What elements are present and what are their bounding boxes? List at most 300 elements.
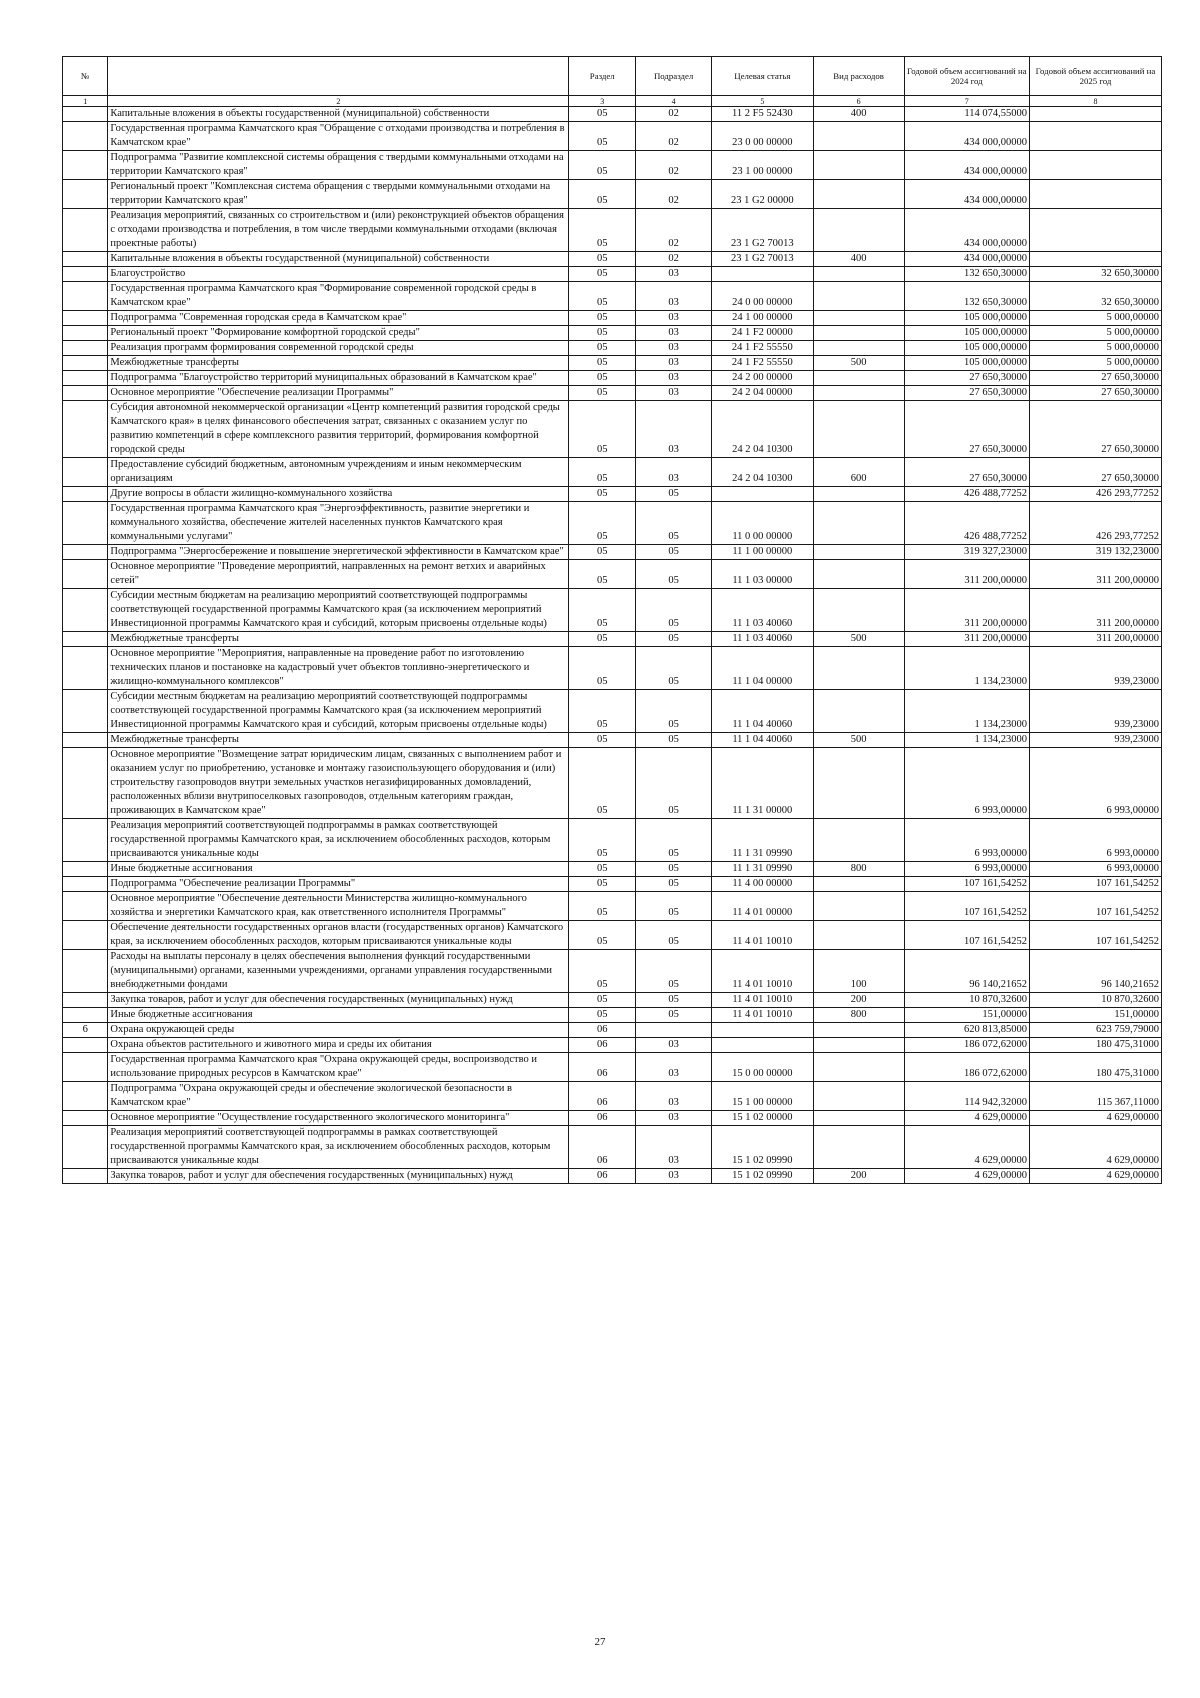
amount-2024-cell: 434 000,00000 [904,122,1029,151]
expense-type-cell [813,386,904,401]
target-article-cell [711,1038,813,1053]
expense-type-cell [813,1038,904,1053]
subsection-code-cell: 05 [636,950,712,993]
table-row [63,401,1162,458]
section-code-cell: 05 [569,252,636,267]
row-number-cell [63,311,108,326]
row-number-cell [63,1008,108,1023]
subsection-code-cell: 02 [636,180,712,209]
amount-2025-cell: 6 993,00000 [1029,819,1161,862]
amount-2025-cell [1029,151,1161,180]
row-number-cell [63,921,108,950]
header-row [63,57,1162,96]
subsection-code-cell: 03 [636,282,712,311]
target-article-cell: 23 1 G2 70013 [711,252,813,267]
table-row [63,892,1162,921]
target-article-cell: 11 1 04 40060 [711,690,813,733]
budget-sheet [62,56,1162,1184]
amount-2024-cell: 434 000,00000 [904,180,1029,209]
target-article-cell: 24 2 04 00000 [711,386,813,401]
row-number-cell [63,560,108,589]
section-code-cell: 05 [569,632,636,647]
section-code-cell: 05 [569,401,636,458]
subsection-code-cell: 03 [636,1038,712,1053]
expense-type-cell [813,1111,904,1126]
amount-2024-cell: 132 650,30000 [904,282,1029,311]
expense-type-cell [813,545,904,560]
amount-2025-cell: 5 000,00000 [1029,326,1161,341]
subsection-code-cell: 02 [636,209,712,252]
amount-2025-cell: 426 293,77252 [1029,502,1161,545]
row-number-cell [63,401,108,458]
table-row [63,819,1162,862]
subsection-code-cell: 05 [636,819,712,862]
row-number-cell [63,819,108,862]
amount-2025-cell: 4 629,00000 [1029,1126,1161,1169]
table-row [63,1082,1162,1111]
subsection-code-cell: 05 [636,589,712,632]
amount-2024-cell: 4 629,00000 [904,1111,1029,1126]
table-row [63,356,1162,371]
target-article-cell: 15 0 00 00000 [711,1053,813,1082]
table-row [63,993,1162,1008]
row-name-cell: Обеспечение деятельности государственных органов власти (государственных органов) Камчатского края, за исключением обособленных расходов, которым присваиваются уникальные коды [108,921,569,950]
amount-2025-cell: 180 475,31000 [1029,1053,1161,1082]
col-number: 3 [569,96,636,107]
amount-2025-cell: 27 650,30000 [1029,401,1161,458]
row-number-cell [63,993,108,1008]
row-number-cell [63,252,108,267]
column-number-row [63,96,1162,107]
amount-2024-cell: 620 813,85000 [904,1023,1029,1038]
amount-2024-cell: 27 650,30000 [904,458,1029,487]
row-number-cell [63,748,108,819]
amount-2025-cell: 151,00000 [1029,1008,1161,1023]
row-name-cell: Иные бюджетные ассигнования [108,1008,569,1023]
target-article-cell: 11 1 00 00000 [711,545,813,560]
table-row [63,647,1162,690]
section-code-cell: 05 [569,487,636,502]
target-article-cell: 11 4 00 00000 [711,877,813,892]
subsection-code-cell: 05 [636,690,712,733]
section-code-cell: 05 [569,560,636,589]
amount-2025-cell [1029,252,1161,267]
row-name-cell: Охрана окружающей среды [108,1023,569,1038]
subsection-code-cell: 03 [636,1111,712,1126]
expense-type-cell [813,502,904,545]
target-article-cell: 11 1 03 40060 [711,589,813,632]
subsection-code-cell [636,1023,712,1038]
row-name-cell: Субсидии местным бюджетам на реализацию мероприятий соответствующей подпрограммы соответствующей государственной программы Камчатского края (за исключением мероприятий Инвестиционной программы Камчатского края и субсидий, которым присвоены отдельные коды) [108,589,569,632]
row-name-cell: Реализация программ формирования современной городской среды [108,341,569,356]
amount-2025-cell: 939,23000 [1029,733,1161,748]
target-article-cell: 11 1 04 00000 [711,647,813,690]
row-name-cell: Подпрограмма "Современная городская среда в Камчатском крае" [108,311,569,326]
section-code-cell: 06 [569,1038,636,1053]
subsection-code-cell: 05 [636,502,712,545]
col-number: 2 [108,96,569,107]
expense-type-cell [813,589,904,632]
row-name-cell: Подпрограмма "Благоустройство территорий муниципальных образований в Камчатском крае" [108,371,569,386]
row-number-cell [63,1169,108,1184]
row-number-cell [63,122,108,151]
row-number-cell [63,356,108,371]
section-code-cell: 05 [569,993,636,1008]
row-name-cell: Межбюджетные трансферты [108,356,569,371]
row-number-cell [63,326,108,341]
expense-type-cell: 400 [813,107,904,122]
expense-type-cell [813,877,904,892]
expense-type-cell [813,921,904,950]
amount-2025-cell: 27 650,30000 [1029,458,1161,487]
row-number-cell [63,107,108,122]
table-row [63,877,1162,892]
expense-type-cell [813,748,904,819]
expense-type-cell [813,151,904,180]
expense-type-cell [813,282,904,311]
subsection-code-cell: 05 [636,487,712,502]
section-code-cell: 06 [569,1169,636,1184]
section-code-cell: 05 [569,209,636,252]
row-number-cell [63,487,108,502]
amount-2025-cell: 4 629,00000 [1029,1111,1161,1126]
expense-type-cell [813,487,904,502]
expense-type-cell: 200 [813,993,904,1008]
row-name-cell: Капитальные вложения в объекты государственной (муниципальной) собственности [108,107,569,122]
table-row [63,487,1162,502]
row-name-cell: Государственная программа Камчатского края "Формирование современной городской среды в Камчатском крае" [108,282,569,311]
table-row [63,341,1162,356]
expense-type-cell [813,209,904,252]
amount-2025-cell: 32 650,30000 [1029,282,1161,311]
section-code-cell: 05 [569,107,636,122]
section-code-cell: 05 [569,371,636,386]
row-name-cell: Другие вопросы в области жилищно-коммунального хозяйства [108,487,569,502]
target-article-cell: 23 1 G2 00000 [711,180,813,209]
row-name-cell: Предоставление субсидий бюджетным, автономным учреждениям и иным некоммерческим организациям [108,458,569,487]
subsection-code-cell: 03 [636,326,712,341]
amount-2025-cell: 107 161,54252 [1029,892,1161,921]
table-row [63,560,1162,589]
amount-2025-cell: 6 993,00000 [1029,748,1161,819]
target-article-cell: 23 1 00 00000 [711,151,813,180]
amount-2024-cell: 6 993,00000 [904,862,1029,877]
section-code-cell: 05 [569,545,636,560]
row-number-cell [63,1053,108,1082]
amount-2024-cell: 105 000,00000 [904,356,1029,371]
row-name-cell: Охрана объектов растительного и животного мира и среды их обитания [108,1038,569,1053]
expense-type-cell: 800 [813,862,904,877]
expense-type-cell [813,1082,904,1111]
subsection-code-cell: 02 [636,151,712,180]
subsection-code-cell: 05 [636,877,712,892]
target-article-cell [711,487,813,502]
expense-type-cell [813,267,904,282]
section-code-cell: 05 [569,647,636,690]
expense-type-cell [813,341,904,356]
subsection-code-cell: 05 [636,632,712,647]
target-article-cell: 11 4 01 10010 [711,993,813,1008]
amount-2025-cell: 939,23000 [1029,647,1161,690]
section-code-cell: 05 [569,877,636,892]
target-article-cell: 24 2 00 00000 [711,371,813,386]
subsection-code-cell: 03 [636,341,712,356]
table-row [63,122,1162,151]
page-number: 27 [594,1636,606,1648]
table-row [63,1126,1162,1169]
row-name-cell: Подпрограмма "Развитие комплексной системы обращения с твердыми коммунальными отходами на территории Камчатского края" [108,151,569,180]
subsection-code-cell: 03 [636,401,712,458]
amount-2024-cell: 27 650,30000 [904,371,1029,386]
row-name-cell: Благоустройство [108,267,569,282]
budget-table [62,56,1162,1184]
row-name-cell: Реализация мероприятий соответствующей подпрограммы в рамках соответствующей государственной программы Камчатского края, за исключением обособленных расходов, которым присваиваются уникальные коды [108,1126,569,1169]
target-article-cell: 24 0 00 00000 [711,282,813,311]
section-code-cell: 05 [569,748,636,819]
expense-type-cell [813,1126,904,1169]
amount-2025-cell: 311 200,00000 [1029,589,1161,632]
row-name-cell: Региональный проект "Комплексная система обращения с твердыми коммунальными отходами на территории Камчатского края" [108,180,569,209]
section-code-cell: 05 [569,589,636,632]
row-name-cell: Капитальные вложения в объекты государственной (муниципальной) собственности [108,252,569,267]
row-number-cell [63,632,108,647]
amount-2025-cell: 6 993,00000 [1029,862,1161,877]
section-code-cell: 06 [569,1053,636,1082]
amount-2025-cell: 115 367,11000 [1029,1082,1161,1111]
col-number: 1 [63,96,108,107]
target-article-cell [711,267,813,282]
section-code-cell: 05 [569,386,636,401]
row-number-cell [63,502,108,545]
row-name-cell: Субсидия автономной некоммерческой организации «Центр компетенций развития городской среды Камчатского края» в целях финансового обеспечения затрат, связанных с оказанием услуг по развитию компетенций в сфере комплексного развития территорий, формирования комфортной городской среды [108,401,569,458]
row-name-cell: Реализация мероприятий соответствующей подпрограммы в рамках соответствующей государственной программы Камчатского края, за исключением обособленных расходов, которым присваиваются уникальные коды [108,819,569,862]
target-article-cell: 24 1 F2 55550 [711,356,813,371]
amount-2025-cell: 107 161,54252 [1029,921,1161,950]
subsection-code-cell: 05 [636,862,712,877]
amount-2024-cell: 1 134,23000 [904,733,1029,748]
row-number-cell [63,733,108,748]
target-article-cell: 24 1 F2 00000 [711,326,813,341]
table-row [63,458,1162,487]
amount-2024-cell: 151,00000 [904,1008,1029,1023]
amount-2024-cell: 27 650,30000 [904,386,1029,401]
expense-type-cell [813,1053,904,1082]
section-code-cell: 05 [569,458,636,487]
expense-type-cell [813,371,904,386]
row-name-cell: Подпрограмма "Охрана окружающей среды и обеспечение экологической безопасности в Камчатском крае" [108,1082,569,1111]
table-row [63,311,1162,326]
amount-2025-cell: 5 000,00000 [1029,311,1161,326]
row-number-cell [63,862,108,877]
target-article-cell: 11 0 00 00000 [711,502,813,545]
row-name-cell: Основное мероприятие "Проведение мероприятий, направленных на ремонт ветхих и аварийных сетей" [108,560,569,589]
col-number: 7 [904,96,1029,107]
expense-type-cell: 500 [813,632,904,647]
target-article-cell: 24 2 04 10300 [711,458,813,487]
row-number-cell [63,341,108,356]
row-number-cell [63,267,108,282]
subsection-code-cell: 05 [636,993,712,1008]
table-body [63,107,1162,1184]
section-code-cell: 05 [569,326,636,341]
subsection-code-cell: 03 [636,1169,712,1184]
row-number-cell [63,209,108,252]
table-row [63,386,1162,401]
expense-type-cell [813,1023,904,1038]
section-code-cell: 05 [569,356,636,371]
target-article-cell: 11 4 01 10010 [711,950,813,993]
row-name-cell: Основное мероприятие "Осуществление государственного экологического мониторинга" [108,1111,569,1126]
subsection-code-cell: 05 [636,545,712,560]
amount-2024-cell: 27 650,30000 [904,401,1029,458]
row-name-cell: Закупка товаров, работ и услуг для обеспечения государственных (муниципальных) нужд [108,993,569,1008]
target-article-cell: 11 1 03 40060 [711,632,813,647]
expense-type-cell: 600 [813,458,904,487]
amount-2024-cell: 426 488,77252 [904,502,1029,545]
row-name-cell: Расходы на выплаты персоналу в целях обеспечения выполнения функций государственными (муниципальными) органами, казенными учреждениями, органами управления государственными внебюджетными фондами [108,950,569,993]
expense-type-cell [813,690,904,733]
row-number-cell [63,386,108,401]
amount-2024-cell: 107 161,54252 [904,892,1029,921]
col-number: 5 [711,96,813,107]
table-row [63,252,1162,267]
amount-2024-cell: 311 200,00000 [904,560,1029,589]
table-row [63,1008,1162,1023]
amount-2024-cell: 114 074,55000 [904,107,1029,122]
row-name-cell: Подпрограмма "Обеспечение реализации Программы" [108,877,569,892]
amount-2024-cell: 132 650,30000 [904,267,1029,282]
row-number-cell [63,1111,108,1126]
amount-2024-cell: 311 200,00000 [904,589,1029,632]
table-row [63,1053,1162,1082]
subsection-code-cell: 05 [636,748,712,819]
row-number-cell [63,950,108,993]
amount-2025-cell: 5 000,00000 [1029,341,1161,356]
table-row [63,151,1162,180]
subsection-code-cell: 02 [636,107,712,122]
subsection-code-cell: 03 [636,1053,712,1082]
col-header-podrazdel: Подраздел [636,57,712,96]
table-row [63,733,1162,748]
expense-type-cell [813,647,904,690]
table-row [63,1111,1162,1126]
amount-2024-cell: 319 327,23000 [904,545,1029,560]
table-row [63,748,1162,819]
section-code-cell: 05 [569,1008,636,1023]
subsection-code-cell: 02 [636,252,712,267]
section-code-cell: 05 [569,282,636,311]
row-name-cell: Государственная программа Камчатского края "Энергоэффективность, развитие энергетики и коммунального хозяйства, обеспечение жителей населенных пунктов Камчатского края коммунальными услугами" [108,502,569,545]
amount-2024-cell: 6 993,00000 [904,748,1029,819]
row-number-cell [63,1126,108,1169]
amount-2025-cell: 311 200,00000 [1029,632,1161,647]
row-name-cell: Основное мероприятие "Мероприятия, направленные на проведение работ по изготовлению технических планов и постановке на кадастровый учет объектов топливно-энергетического и жилищно-коммунального комплексов" [108,647,569,690]
subsection-code-cell: 02 [636,122,712,151]
table-row [63,1023,1162,1038]
expense-type-cell: 500 [813,733,904,748]
table-row [63,267,1162,282]
subsection-code-cell: 05 [636,647,712,690]
subsection-code-cell: 03 [636,371,712,386]
section-code-cell: 05 [569,862,636,877]
target-article-cell: 24 2 04 10300 [711,401,813,458]
amount-2025-cell [1029,209,1161,252]
target-article-cell: 11 1 31 09990 [711,819,813,862]
section-code-cell: 05 [569,921,636,950]
section-code-cell: 05 [569,690,636,733]
amount-2024-cell: 186 072,62000 [904,1053,1029,1082]
amount-2024-cell: 1 134,23000 [904,690,1029,733]
target-article-cell: 11 4 01 10010 [711,921,813,950]
subsection-code-cell: 03 [636,356,712,371]
expense-type-cell: 800 [813,1008,904,1023]
amount-2024-cell: 114 942,32000 [904,1082,1029,1111]
table-row [63,1038,1162,1053]
table-row [63,282,1162,311]
col-header-num: № [63,57,108,96]
expense-type-cell [813,326,904,341]
row-name-cell: Реализация мероприятий, связанных со строительством и (или) реконструкцией объектов обращения с отходами производства и потребления, в том числе твердыми коммунальными отходами (включая проектные работы) [108,209,569,252]
amount-2025-cell: 4 629,00000 [1029,1169,1161,1184]
subsection-code-cell: 03 [636,311,712,326]
table-row [63,107,1162,122]
target-article-cell: 11 2 F5 52430 [711,107,813,122]
amount-2024-cell: 1 134,23000 [904,647,1029,690]
row-name-cell: Основное мероприятие "Обеспечение деятельности Министерства жилищно-коммунального хозяйства и энергетики Камчатского края, как ответственного исполнителя Программы" [108,892,569,921]
row-name-cell: Межбюджетные трансферты [108,733,569,748]
amount-2025-cell: 96 140,21652 [1029,950,1161,993]
expense-type-cell [813,122,904,151]
amount-2025-cell: 10 870,32600 [1029,993,1161,1008]
target-article-cell: 24 1 00 00000 [711,311,813,326]
section-code-cell: 05 [569,180,636,209]
section-code-cell: 06 [569,1126,636,1169]
target-article-cell: 11 1 31 00000 [711,748,813,819]
target-article-cell: 15 1 02 09990 [711,1169,813,1184]
target-article-cell: 11 1 03 00000 [711,560,813,589]
section-code-cell: 05 [569,892,636,921]
subsection-code-cell: 03 [636,1126,712,1169]
row-name-cell: Основное мероприятие "Обеспечение реализации Программы" [108,386,569,401]
amount-2025-cell: 319 132,23000 [1029,545,1161,560]
expense-type-cell [813,401,904,458]
amount-2025-cell: 180 475,31000 [1029,1038,1161,1053]
col-header-expense-type: Вид расходов [813,57,904,96]
row-number-cell: 6 [63,1023,108,1038]
row-name-cell: Государственная программа Камчатского края "Обращение с отходами производства и потребления в Камчатском крае" [108,122,569,151]
expense-type-cell [813,311,904,326]
amount-2024-cell: 105 000,00000 [904,341,1029,356]
subsection-code-cell: 05 [636,921,712,950]
table-row [63,1169,1162,1184]
table-row [63,632,1162,647]
row-number-cell [63,877,108,892]
row-name-cell: Государственная программа Камчатского края "Охрана окружающей среды, воспроизводство и использование природных ресурсов в Камчатском крае" [108,1053,569,1082]
table-row [63,180,1162,209]
target-article-cell: 24 1 F2 55550 [711,341,813,356]
table-row [63,502,1162,545]
row-number-cell [63,180,108,209]
section-code-cell: 05 [569,267,636,282]
row-name-cell: Иные бюджетные ассигнования [108,862,569,877]
target-article-cell [711,1023,813,1038]
row-number-cell [63,282,108,311]
amount-2024-cell: 186 072,62000 [904,1038,1029,1053]
section-code-cell: 06 [569,1023,636,1038]
subsection-code-cell: 03 [636,458,712,487]
table-row [63,589,1162,632]
row-name-cell: Основное мероприятие "Возмещение затрат юридическим лицам, связанных с выполнением работ и оказанием услуг по приобретению, установке и монтажу газоиспользующего оборудования и (или) строительству газопроводов внутри земельных участков негазифицированных домовладений, расположенных вблизи внутрипоселковых газопроводов, отдельным категориям граждан, проживающих в Камчатском крае" [108,748,569,819]
